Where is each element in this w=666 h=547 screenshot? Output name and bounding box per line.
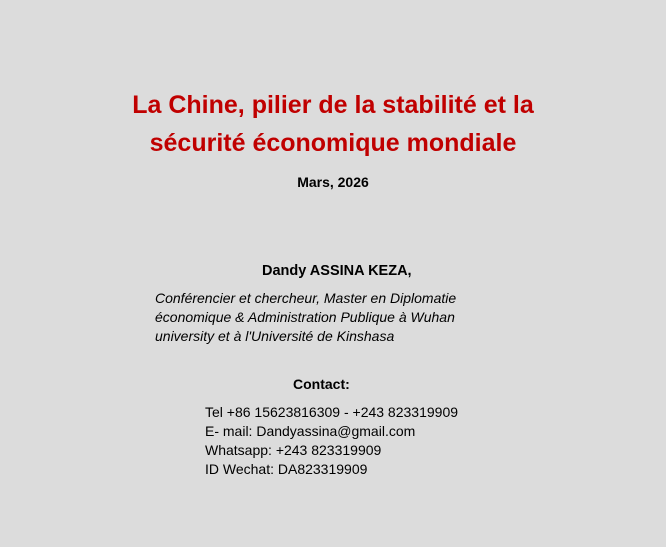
- affiliation-line-3: university et à l'Université de Kinshasa: [155, 328, 395, 344]
- author-affiliation: [155, 289, 525, 346]
- contact-phone: Tel +86 15623816309 - +243 823319909: [205, 404, 459, 420]
- author-name: Dandy ASSINA KEZA,: [262, 263, 412, 279]
- affiliation-line-1: Conférencier et chercheur, Master en Diplomatie: [155, 290, 457, 306]
- contact-email: E- mail: Dandyassina@gmail.com: [205, 423, 416, 439]
- contact-heading: Contact:: [293, 376, 350, 392]
- document-title: [0, 86, 666, 162]
- contact-whatsapp: Whatsapp: +243 823319909: [205, 442, 382, 458]
- contact-list: [205, 403, 458, 479]
- publication-date: Mars, 2026: [297, 174, 369, 190]
- title-line-1: La Chine, pilier de la stabilité et la: [132, 91, 534, 119]
- affiliation-line-2: économique & Administration Publique à Wuhan: [155, 309, 455, 325]
- contact-wechat: ID Wechat: DA823319909: [205, 461, 368, 477]
- title-line-2: sécurité économique mondiale: [149, 129, 517, 157]
